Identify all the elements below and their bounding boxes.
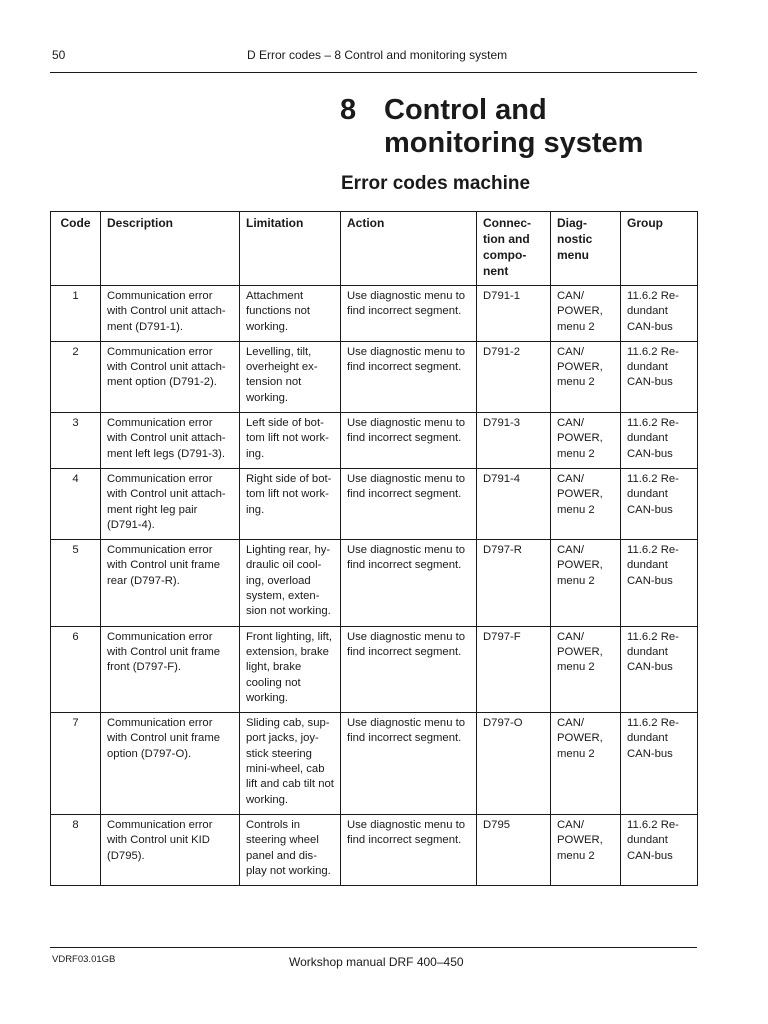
cell-menu: CAN/ POWER, menu 2: [551, 341, 621, 412]
table-row: [51, 413, 698, 469]
cell-code: 3: [51, 413, 101, 469]
cell-description: Communication error with Control unit KID (D795).: [101, 814, 240, 885]
cell-code: 6: [51, 626, 101, 712]
cell-menu: CAN/ POWER, menu 2: [551, 814, 621, 885]
table-row: [51, 713, 698, 815]
cell-menu: CAN/ POWER, menu 2: [551, 540, 621, 626]
cell-group: 11.6.2 Re- dundant CAN-bus: [621, 341, 698, 412]
manual-title: Workshop manual DRF 400–450: [289, 955, 464, 969]
table-row: [51, 468, 698, 539]
cell-description: Communication error with Control unit attach-ment right leg pair (D791-4).: [101, 468, 240, 539]
cell-limitation: Sliding cab, sup-port jacks, joy-stick steering mini-wheel, cab lift and cab tilt not working.: [240, 713, 341, 815]
column-header-limitation: Limitation: [240, 212, 341, 286]
cell-limitation: Front lighting, lift, extension, brake light, brake cooling not working.: [240, 626, 341, 712]
cell-menu: CAN/ POWER, menu 2: [551, 626, 621, 712]
cell-description: Communication error with Control unit attach-ment option (D791-2).: [101, 341, 240, 412]
cell-group: 11.6.2 Re- dundant CAN-bus: [621, 814, 698, 885]
chapter-title: [384, 94, 704, 160]
cell-component: D791-3: [477, 413, 551, 469]
column-header-code: Code: [51, 212, 101, 286]
cell-limitation: Left side of bot-tom lift not work-ing.: [240, 413, 341, 469]
table-row: [51, 341, 698, 412]
cell-component: D797-R: [477, 540, 551, 626]
table-body: [51, 286, 698, 886]
cell-group: 11.6.2 Re- dundant CAN-bus: [621, 626, 698, 712]
cell-limitation: Levelling, tilt, overheight ex-tension not working.: [240, 341, 341, 412]
footer-rule: [50, 947, 697, 948]
column-header-component: Connec- tion and compo- nent: [477, 212, 551, 286]
section-title: Error codes machine: [341, 173, 531, 194]
cell-limitation: Right side of bot-tom lift not work-ing.: [240, 468, 341, 539]
cell-code: 5: [51, 540, 101, 626]
column-header-menu: Diag- nostic menu: [551, 212, 621, 286]
cell-group: 11.6.2 Re- dundant CAN-bus: [621, 286, 698, 342]
cell-action: Use diagnostic menu to find incorrect segment.: [341, 626, 477, 712]
cell-description: Communication error with Control unit frame front (D797-F).: [101, 626, 240, 712]
cell-component: D795: [477, 814, 551, 885]
cell-action: Use diagnostic menu to find incorrect segment.: [341, 468, 477, 539]
cell-action: Use diagnostic menu to find incorrect segment.: [341, 814, 477, 885]
cell-limitation: Lighting rear, hy-draulic oil cool-ing, overload system, exten-sion not working.: [240, 540, 341, 626]
cell-limitation: Controls in steering wheel panel and dis-play not working.: [240, 814, 341, 885]
cell-component: D791-2: [477, 341, 551, 412]
table-row: [51, 540, 698, 626]
cell-code: 1: [51, 286, 101, 342]
cell-action: Use diagnostic menu to find incorrect segment.: [341, 286, 477, 342]
column-header-description: Description: [101, 212, 240, 286]
table-header-row: [51, 212, 698, 286]
chapter-title-line-2: monitoring system: [384, 127, 644, 159]
cell-code: 8: [51, 814, 101, 885]
cell-action: Use diagnostic menu to find incorrect segment.: [341, 341, 477, 412]
cell-group: 11.6.2 Re- dundant CAN-bus: [621, 468, 698, 539]
header-rule: [50, 72, 697, 73]
column-header-group: Group: [621, 212, 698, 286]
cell-component: D797-O: [477, 713, 551, 815]
running-head: D Error codes – 8 Control and monitoring system: [247, 48, 508, 62]
cell-group: 11.6.2 Re- dundant CAN-bus: [621, 413, 698, 469]
column-header-action: Action: [341, 212, 477, 286]
cell-group: 11.6.2 Re- dundant CAN-bus: [621, 540, 698, 626]
cell-menu: CAN/ POWER, menu 2: [551, 286, 621, 342]
table-row: [51, 286, 698, 342]
cell-group: 11.6.2 Re- dundant CAN-bus: [621, 713, 698, 815]
chapter-number: 8: [340, 94, 357, 126]
error-codes-table: [50, 211, 698, 886]
cell-action: Use diagnostic menu to find incorrect segment.: [341, 713, 477, 815]
cell-menu: CAN/ POWER, menu 2: [551, 468, 621, 539]
cell-code: 7: [51, 713, 101, 815]
cell-description: Communication error with Control unit frame rear (D797-R).: [101, 540, 240, 626]
cell-action: Use diagnostic menu to find incorrect segment.: [341, 413, 477, 469]
page-number: 50: [52, 48, 66, 62]
document-code: VDRF03.01GB: [52, 954, 116, 965]
cell-action: Use diagnostic menu to find incorrect segment.: [341, 540, 477, 626]
cell-component: D797-F: [477, 626, 551, 712]
cell-code: 4: [51, 468, 101, 539]
cell-component: D791-1: [477, 286, 551, 342]
table-row: [51, 626, 698, 712]
table-row: [51, 814, 698, 885]
cell-menu: CAN/ POWER, menu 2: [551, 713, 621, 815]
cell-menu: CAN/ POWER, menu 2: [551, 413, 621, 469]
chapter-title-line-1: Control and: [384, 94, 547, 126]
cell-description: Communication error with Control unit attach-ment left legs (D791-3).: [101, 413, 240, 469]
cell-component: D791-4: [477, 468, 551, 539]
cell-description: Communication error with Control unit frame option (D797-O).: [101, 713, 240, 815]
cell-code: 2: [51, 341, 101, 412]
cell-limitation: Attachment functions not working.: [240, 286, 341, 342]
cell-description: Communication error with Control unit attach-ment (D791-1).: [101, 286, 240, 342]
